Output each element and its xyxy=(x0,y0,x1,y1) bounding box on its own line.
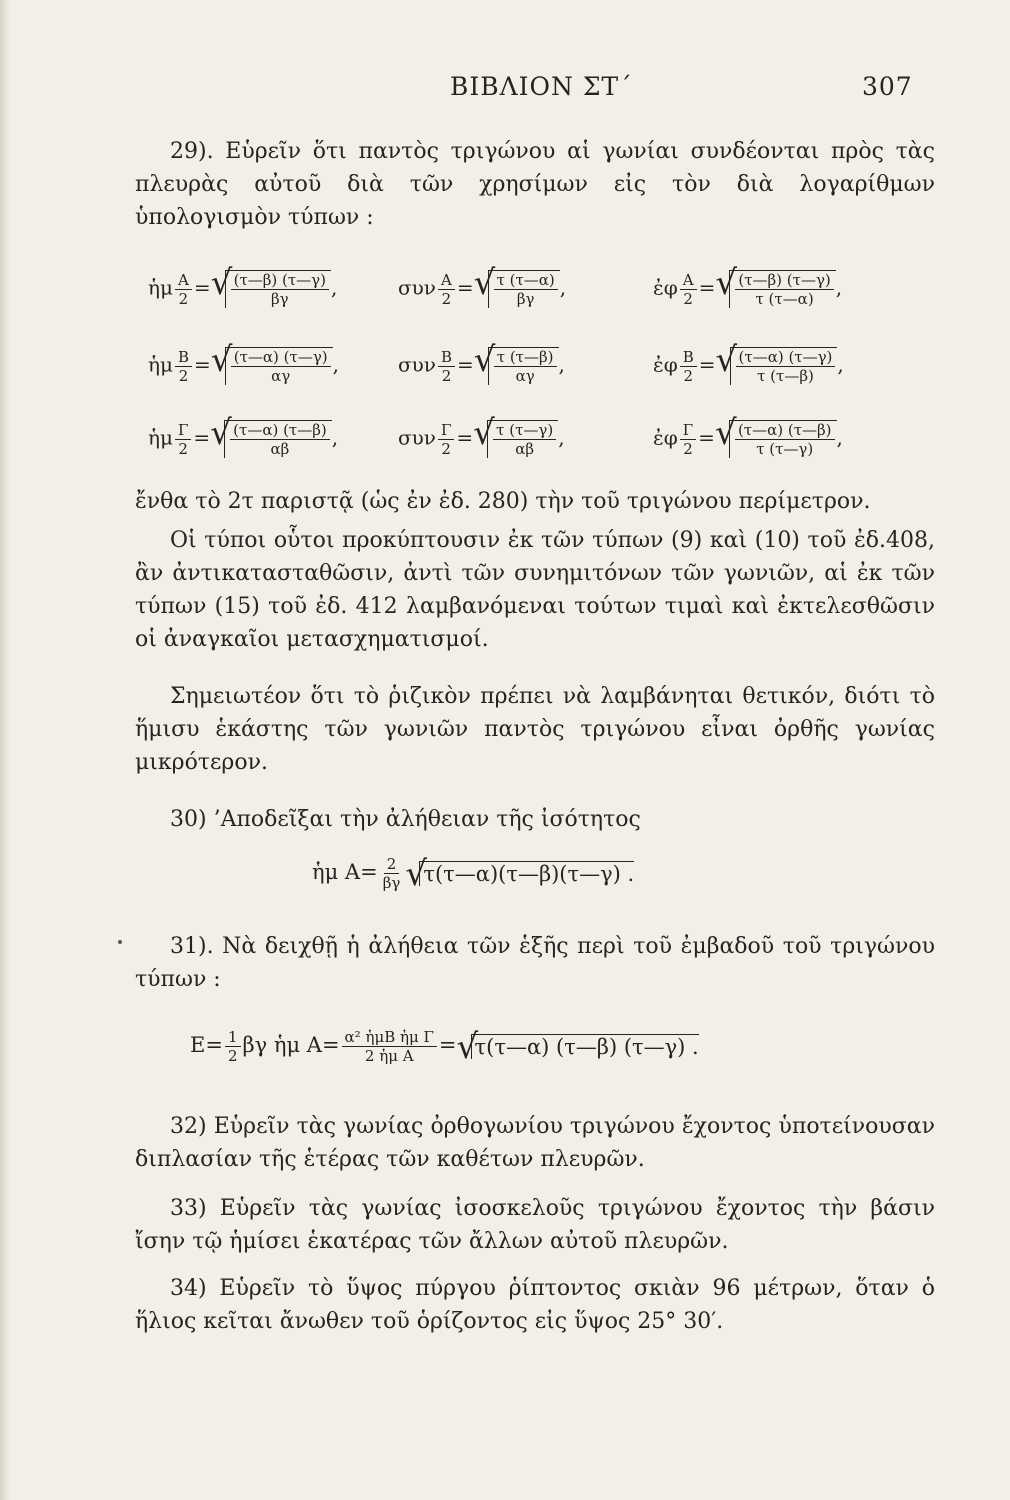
formula-30-den: βγ xyxy=(382,874,401,892)
divisor: 2 xyxy=(683,289,693,308)
func-label: συν xyxy=(398,275,436,300)
formula-30-fraction xyxy=(380,855,404,892)
angle-label: Γ xyxy=(175,421,191,440)
paragraph-typoi: Οἱ τύποι οὗτοι προκύπτουσιν ἐκ τῶν τύπων (9) καὶ (10) τοῦ ἐδ.408, ἂν ἀντικατασταθῶσιν, ἀντὶ τῶν συνημιτόνων τῶν γωνιῶν, αἱ ἐκ τῶν τύπων (15) τοῦ ἐδ. 412 λαμβανόμεναι τούτων τιμαὶ καὶ ἐκτελεσθῶσιν οἱ ἀναγκαῖοι μετασχηματισμοί. xyxy=(135,528,935,652)
ink-speck xyxy=(118,940,122,944)
radicand-den: αγ xyxy=(271,367,291,385)
radicand-den: τ (τ—γ) xyxy=(756,440,814,458)
book-title: ΒΙΒΛΙΟΝ ΣΤ΄ xyxy=(450,72,633,101)
angle-label: A xyxy=(680,271,697,290)
half-angle-sin: ἡμ $\frac{B}{2}$ = √ $\frac{(\tau—\alpha) (\tau—\gamma)}{\alpha\gamma}$ , xyxy=(148,347,339,385)
exercise-32: 32) Εὑρεῖν τὰς γωνίας ὀρθογωνίου τριγώνου ἔχοντος ὑποτείνουσαν διπλασίαν τῆς ἑτέρας τῶν καθέτων πλευρῶν. xyxy=(135,1114,935,1172)
divisor: 2 xyxy=(683,439,693,458)
radical xyxy=(487,420,558,458)
divisor: 2 xyxy=(178,439,188,458)
formula-30-eq: = xyxy=(360,860,378,884)
radicand-fraction xyxy=(231,271,329,308)
func-label: ἡμ xyxy=(148,352,173,377)
angle-label: B xyxy=(680,348,697,367)
angle-over-two xyxy=(438,421,454,458)
func-label: ἡμ xyxy=(148,425,173,450)
radicand-fraction xyxy=(231,348,331,385)
formula-30-radical: √ τ(τ—α)(τ—β)(τ—γ) . xyxy=(419,861,634,886)
page-edge-shadow xyxy=(0,0,10,1500)
formula-30 xyxy=(312,855,634,892)
radical xyxy=(488,270,560,308)
divisor: 2 xyxy=(441,366,452,385)
formula-31-sine-fraction xyxy=(342,1028,437,1065)
half-angle-cos: συν $\frac{B}{2}$ = √ $\frac{\tau (\tau—\beta)}{\alpha\gamma}$ , xyxy=(398,347,565,385)
half-angle-row xyxy=(148,420,928,470)
radicand-fraction xyxy=(735,271,833,308)
radical xyxy=(729,420,837,458)
formula-31-eq3: = xyxy=(438,1033,457,1057)
radicand-num: √ τ (τ—α) xyxy=(494,271,558,290)
divisor: 2 xyxy=(441,439,451,458)
radicand-den: αβ xyxy=(270,440,290,458)
angle-label: A xyxy=(438,271,455,290)
formula-31-eq1: = xyxy=(205,1033,223,1057)
half-angle-cos: συν $\frac{A}{2}$ = √ $\frac{\tau (\tau—\alpha)}{\beta\gamma}$ , xyxy=(398,270,566,308)
exercise-31: 31). Νὰ δειχθῇ ἡ ἀλήθεια τῶν ἑξῆς περὶ τοῦ ἐμβαδοῦ τοῦ τριγώνου τύπων : xyxy=(135,934,935,992)
divisor: 2 xyxy=(441,289,452,308)
half-angle-tan: ἐφ $\frac{B}{2}$ = √ $\frac{(\tau—\alpha) (\tau—\gamma)}{\tau (\tau—\beta)}$ , xyxy=(653,347,844,385)
radicand-fraction xyxy=(736,348,836,385)
radicand-den: βγ xyxy=(516,290,535,308)
equals-sign: = xyxy=(457,352,474,377)
equals-sign: = xyxy=(456,425,474,450)
angle-over-two xyxy=(438,348,455,385)
equals-sign: = xyxy=(698,352,716,377)
angle-over-two xyxy=(680,348,697,385)
equals-sign: = xyxy=(698,275,716,300)
angle-over-two xyxy=(175,271,192,308)
half-angle-sin: ἡμ $\frac{\Gamma}{2}$ = √ $\frac{(\tau—\alpha) (\tau—\beta)}{\alpha\beta}$ , xyxy=(148,420,338,458)
divisor: 2 xyxy=(178,289,189,308)
radicand-num: √ (τ—α) (τ—β) xyxy=(230,421,330,440)
formula-31-half xyxy=(225,1028,241,1065)
radicand-fraction xyxy=(735,421,835,458)
half-angle-row xyxy=(148,347,928,397)
formula-30-lhs: ἡμ A xyxy=(312,860,361,884)
formula-31 xyxy=(190,1028,699,1065)
radicand-fraction xyxy=(494,271,558,308)
func-label: ἡμ xyxy=(148,275,173,300)
angle-label: Γ xyxy=(680,421,696,440)
radicand-num: √ (τ—β) (τ—γ) xyxy=(231,271,329,290)
angle-label: Γ xyxy=(438,421,454,440)
angle-label: B xyxy=(175,348,192,367)
angle-over-two xyxy=(438,271,455,308)
radicand-num: √ (τ—α) (τ—β) xyxy=(735,421,835,440)
half-angle-sin: ἡμ $\frac{A}{2}$ = √ $\frac{(\tau—\beta) (\tau—\gamma)}{\beta\gamma}$ , xyxy=(148,270,337,308)
func-label: ἐφ xyxy=(653,275,678,300)
radicand-den: αβ xyxy=(515,440,535,458)
angle-over-two xyxy=(175,348,192,385)
page-number: 307 xyxy=(862,72,913,101)
formula-31-mid: βγ ἡμ A xyxy=(242,1033,322,1057)
radical xyxy=(488,347,559,385)
formula-31-lhs: E xyxy=(190,1033,206,1057)
radicand-den: αγ xyxy=(515,367,535,385)
radical xyxy=(730,347,838,385)
radicand-num: √ (τ—α) (τ—γ) xyxy=(231,348,331,367)
func-label: ἐφ xyxy=(653,425,678,450)
radicand-den: τ (τ—β) xyxy=(757,367,814,385)
radicand-num: √ τ (τ—γ) xyxy=(493,421,556,440)
formula-30-num: 2 xyxy=(384,855,400,874)
formula-31-num2: α² ἡμB ἡμ Γ xyxy=(342,1028,437,1047)
radicand-num: √ τ (τ—β) xyxy=(494,348,557,367)
exercise-30: 30) ’Αποδεῖξαι τὴν ἀλήθειαν τῆς ἰσότητος xyxy=(170,807,641,832)
angle-label: A xyxy=(175,271,192,290)
radicand-num: √ (τ—α) (τ—γ) xyxy=(736,348,836,367)
half-angle-tan: ἐφ $\frac{A}{2}$ = √ $\frac{(\tau—\beta) (\tau—\gamma)}{\tau (\tau—\alpha)}$ , xyxy=(653,270,842,308)
formula-31-num1: 1 xyxy=(225,1028,241,1047)
radicand-den: βγ xyxy=(270,290,289,308)
exercise-33: 33) Εὑρεῖν τὰς γωνίας ἰσοσκελοῦς τριγώνου ἔχοντος τὴν βάσιν ἴσην τῷ ἡμίσει ἑκατέρας τῶν ἄλλων αὐτοῦ πλευρῶν. xyxy=(135,1196,935,1254)
formula-31-eq2: = xyxy=(321,1033,340,1057)
func-label: συν xyxy=(398,425,436,450)
angle-over-two xyxy=(175,421,191,458)
radical xyxy=(729,270,835,308)
exercise-29: 29). Εὑρεῖν ὅτι παντὸς τριγώνου αἱ γωνίαι συνδέονται πρὸς τὰς πλευρὰς αὐτοῦ διὰ τῶν χρησίμων εἰς τὸν διὰ λογαρίθμων ὑπολογισμὸν τύπων : xyxy=(135,139,935,230)
half-angle-tan: ἐφ $\frac{\Gamma}{2}$ = √ $\frac{(\tau—\alpha) (\tau—\beta)}{\tau (\tau—\gamma)}$ , xyxy=(653,420,843,458)
equals-sign: = xyxy=(194,352,211,377)
func-label: ἐφ xyxy=(653,352,678,377)
formula-31-radical: √ τ(τ—α) (τ—β) (τ—γ) . xyxy=(471,1034,699,1059)
radicand-fraction xyxy=(493,421,556,458)
func-label: συν xyxy=(398,352,436,377)
paragraph-entha: ἔνθα τὸ 2τ παριστᾷ (ὡς ἐν ἐδ. 280) τὴν τοῦ τριγώνου περίμετρον. xyxy=(135,489,871,514)
angle-over-two xyxy=(680,271,697,308)
equals-sign: = xyxy=(698,425,715,450)
radicand-num: √ (τ—β) (τ—γ) xyxy=(735,271,833,290)
radicand-fraction xyxy=(230,421,330,458)
paragraph-simeioteon: Σημειωτέον ὅτι τὸ ῥιζικὸν πρέπει νὰ λαμβάνηται θετικόν, διότι τὸ ἥμισυ ἑκάστης τῶν γωνιῶν παντὸς τριγώνου εἶναι ὀρθῆς γωνίας μικρότερον. xyxy=(135,684,935,775)
radical xyxy=(225,270,331,308)
radicand-den: τ (τ—α) xyxy=(755,290,814,308)
angle-over-two xyxy=(680,421,696,458)
radical xyxy=(225,347,333,385)
formula-31-den2: 2 ἡμ A xyxy=(364,1047,414,1065)
radical xyxy=(224,420,332,458)
half-angle-row xyxy=(148,270,928,320)
divisor: 2 xyxy=(683,366,694,385)
equals-sign: = xyxy=(456,275,474,300)
half-angle-cos: συν $\frac{\Gamma}{2}$ = √ $\frac{\tau (\tau—\gamma)}{\alpha\beta}$ , xyxy=(398,420,565,458)
formula-31-den1: 2 xyxy=(227,1047,238,1065)
divisor: 2 xyxy=(178,366,189,385)
angle-label: B xyxy=(438,348,455,367)
equals-sign: = xyxy=(193,275,211,300)
equals-sign: = xyxy=(193,425,211,450)
exercise-34: 34) Εὑρεῖν τὸ ὕψος πύργου ῥίπτοντος σκιὰν 96 μέτρων, ὅταν ὁ ἥλιος κεῖται ἄνωθεν τοῦ ὁρίζοντος εἰς ὕψος 25° 30′. xyxy=(135,1276,935,1334)
radicand-fraction xyxy=(494,348,557,385)
